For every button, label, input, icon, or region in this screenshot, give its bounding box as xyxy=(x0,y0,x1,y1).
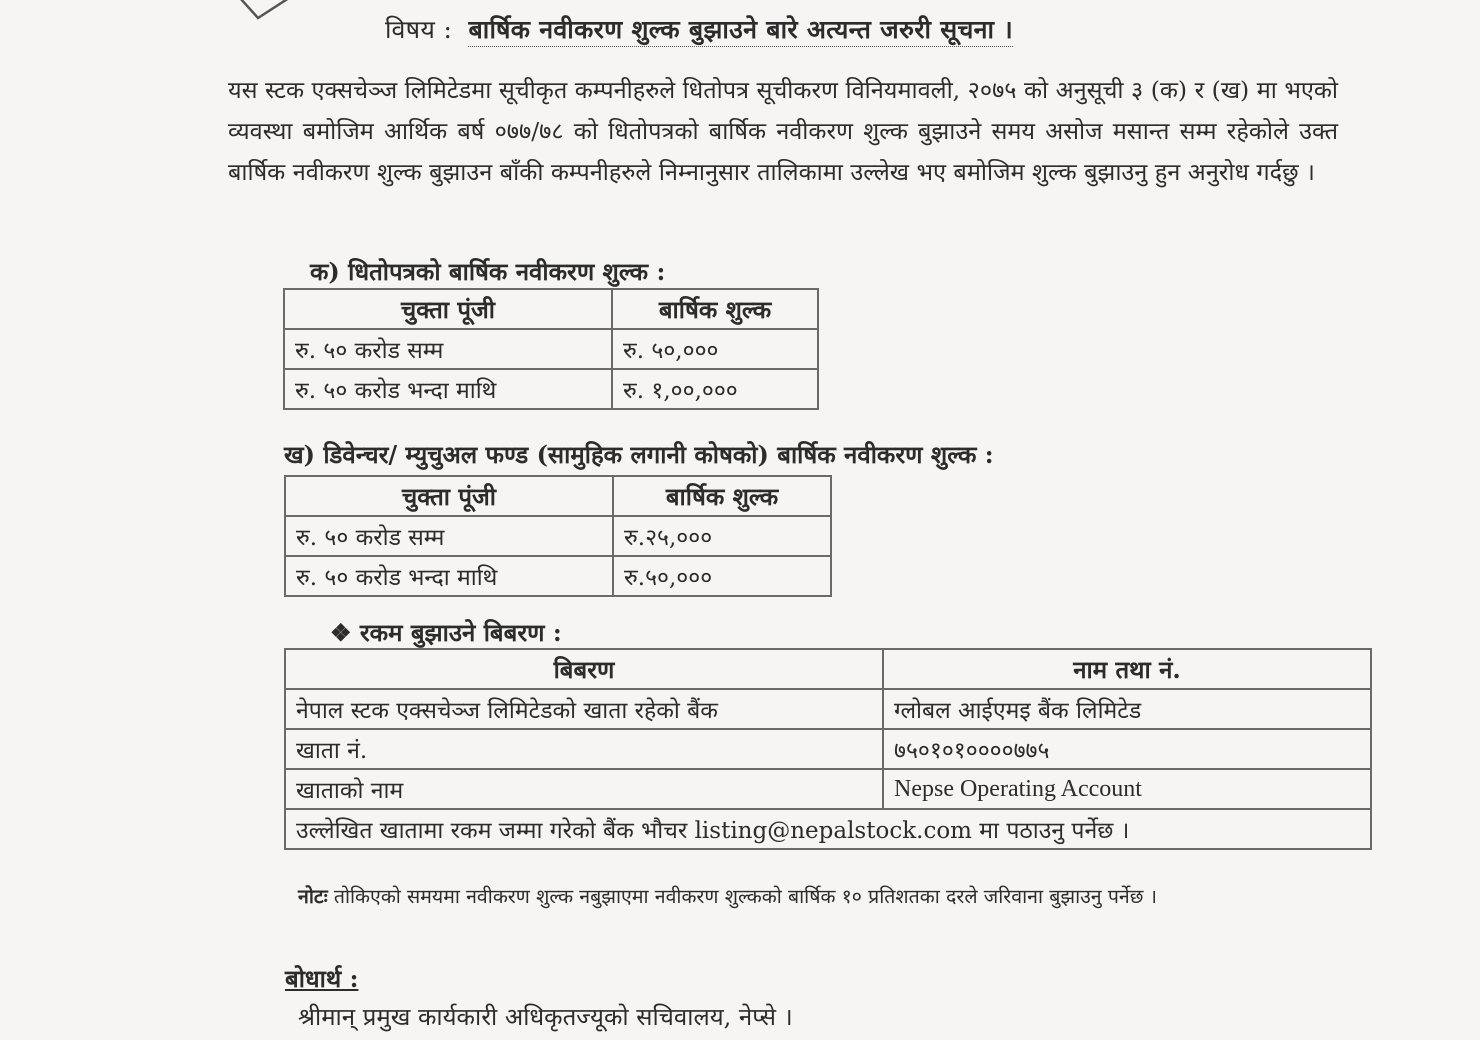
table-cell: रु.२५,००० xyxy=(613,516,831,556)
subject-text: बार्षिक नवीकरण शुल्क बुझाउने बारे अत्यन्त जरुरी सूचना । xyxy=(468,15,1013,47)
subject-label: विषय : xyxy=(385,15,453,44)
table-cell: रु. ५० करोड सम्म xyxy=(285,516,613,556)
table-row xyxy=(284,369,818,409)
section-a-heading: क) धितोपत्रको बार्षिक नवीकरण शुल्क : xyxy=(310,257,666,286)
note-label: नोटः xyxy=(298,885,328,908)
table-row xyxy=(285,729,1371,769)
column-header: चुक्ता पूंजी xyxy=(285,476,613,516)
note-text: तोकिएको समयमा नवीकरण शुल्क नबुझाएमा नवीकरण शुल्कको बार्षिक १० प्रतिशतका दरले जरिवाना बुझाउनु पर्नेछ । xyxy=(333,885,1157,908)
table-row xyxy=(285,689,1371,729)
table-footer-row xyxy=(285,809,1371,849)
column-header: बार्षिक शुल्क xyxy=(613,476,831,516)
table-cell: रु. ५०,००० xyxy=(612,329,818,369)
table-cell: Nepse Operating Account xyxy=(883,769,1371,809)
payment-heading: ❖ रकम बुझाउने बिबरण : xyxy=(330,618,562,647)
table-cell: रु. १,००,००० xyxy=(612,369,818,409)
table-row xyxy=(285,769,1371,809)
payment-details-table xyxy=(284,648,1372,850)
table-row xyxy=(285,516,831,556)
table-header-row xyxy=(285,476,831,516)
payment-instruction: उल्लेखित खातामा रकम जम्मा गरेको बैंक भौचर listing@nepalstock.com मा पठाउनु पर्नेछ । xyxy=(285,809,1371,849)
table-cell: रु. ५० करोड भन्दा माथि xyxy=(284,369,612,409)
table-row xyxy=(284,329,818,369)
intro-paragraph: यस स्टक एक्सचेञ्ज लिमिटेडमा सूचीकृत कम्पनीहरुले धितोपत्र सूचीकरण विनियमावली, २०७५ को अनुसूची ३ (क) र (ख) मा भएको व्यवस्था बमोजिम आर्थिक बर्ष ०७७/७८ को धितोपत्रको बार्षिक नवीकरण शुल्क बुझाउने समय असोज मसान्त सम्म रहेकोले उक्त बार्षिक नवीकरण शुल्क बुझाउन बाँकी कम्पनीहरुले निम्नानुसार तालिकामा उल्लेख भए बमोजिम शुल्क बुझाउनु हुन अनुरोध गर्दछु । xyxy=(228,76,1338,186)
table-cell: रु. ५० करोड सम्म xyxy=(284,329,612,369)
table-cell: नेपाल स्टक एक्सचेञ्ज लिमिटेडको खाता रहेको बैंक xyxy=(285,689,883,729)
column-header: बार्षिक शुल्क xyxy=(612,289,818,329)
table-cell: रु. ५० करोड भन्दा माथि xyxy=(285,556,613,596)
table-row xyxy=(285,556,831,596)
column-header: चुक्ता पूंजी xyxy=(284,289,612,329)
section-b-heading: ख) डिवेन्चर/ म्युचुअल फण्ड (सामुहिक लगानी कोषको) बार्षिक नवीकरण शुल्क : xyxy=(284,440,994,469)
subject-line xyxy=(385,12,1013,46)
table-cell: खाता नं. xyxy=(285,729,883,769)
table-header-row xyxy=(284,289,818,329)
table-cell: ७५०१०१००००७७५ xyxy=(883,729,1371,769)
column-header: नाम तथा नं. xyxy=(883,649,1371,689)
debenture-fund-fee-table xyxy=(284,475,832,597)
table-cell: खाताको नाम xyxy=(285,769,883,809)
checkmark-icon xyxy=(236,0,296,24)
attention-label: बोधार्थ : xyxy=(285,964,359,993)
table-cell: ग्लोबल आईएमइ बैंक लिमिटेड xyxy=(883,689,1371,729)
attention-addressee: श्रीमान् प्रमुख कार्यकारी अधिकृतज्यूको सचिवालय, नेप्से । xyxy=(298,1003,793,1031)
securities-fee-table xyxy=(283,288,819,410)
column-header: बिबरण xyxy=(285,649,883,689)
table-cell: रु.५०,००० xyxy=(613,556,831,596)
note xyxy=(298,880,1343,914)
table-header-row xyxy=(285,649,1371,689)
